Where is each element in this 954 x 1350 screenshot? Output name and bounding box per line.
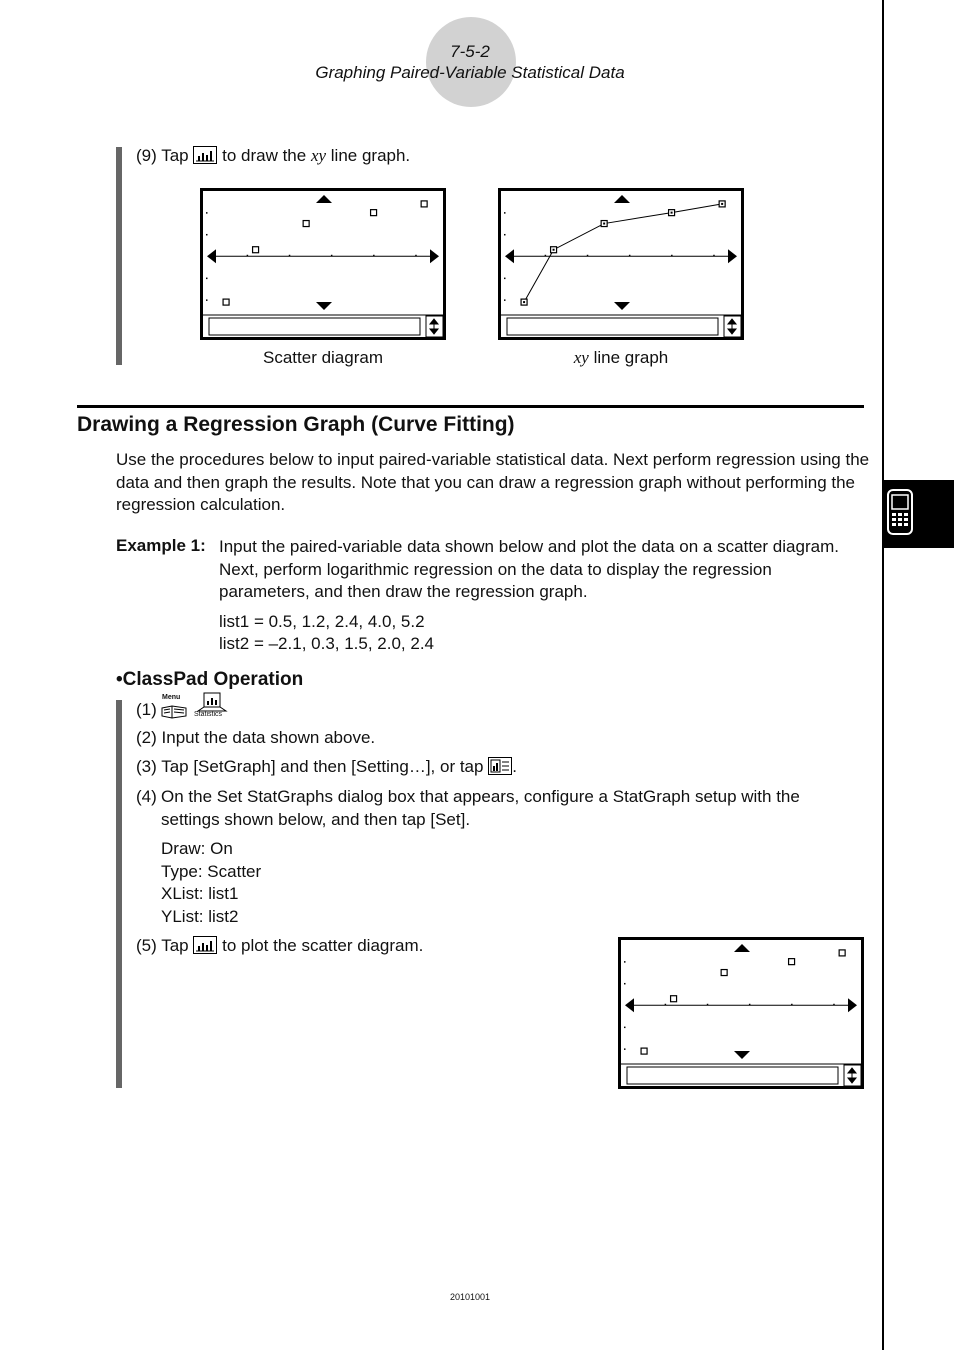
data-point xyxy=(839,950,845,956)
xy-line-screen xyxy=(498,188,744,340)
data-point-center xyxy=(721,203,723,205)
data-point xyxy=(371,210,377,216)
data-point-center xyxy=(523,301,525,303)
data-point xyxy=(671,996,677,1002)
scatter-caption: Scatter diagram xyxy=(263,348,383,367)
section-title: Drawing a Regression Graph (Curve Fitting) xyxy=(77,413,515,436)
step-3: (3) Tap [SetGraph] and then [Setting…], or tap . xyxy=(136,757,517,776)
y-tick xyxy=(206,299,208,301)
y-tick xyxy=(504,234,506,236)
chapter-tab xyxy=(884,480,954,548)
section-intro: Use the procedures below to input paired-variable statistical data. Next perform regression using the data and then graph the results. Note that you can draw a regression graph without performing the regression calculation. xyxy=(116,450,870,514)
y-tick xyxy=(206,212,208,214)
message-field xyxy=(627,1067,838,1084)
data-point xyxy=(303,221,309,227)
scroll-right-arrow xyxy=(728,249,737,263)
right-margin-rule xyxy=(882,0,884,1350)
y-tick xyxy=(624,983,626,985)
page-number: 7-5-2 xyxy=(450,42,490,61)
scroll-down-arrow xyxy=(734,1051,750,1059)
data-point-center xyxy=(603,223,605,225)
data-point xyxy=(641,1048,647,1054)
setting-button-icon xyxy=(488,757,512,775)
data-point xyxy=(721,970,727,976)
scroll-down-arrow xyxy=(316,302,332,310)
x-tick xyxy=(749,1004,751,1006)
scroll-left-arrow xyxy=(207,249,216,263)
data-point xyxy=(253,247,259,253)
y-tick xyxy=(504,278,506,280)
statistics-icon: Statistics xyxy=(192,691,232,721)
settings-list: Draw: On Type: Scatter XList: list1 YList: list2 xyxy=(161,839,262,926)
footer-code: 20101001 xyxy=(449,1292,491,1302)
xy-line-caption: xy line graph xyxy=(573,348,669,367)
xy-line-chart xyxy=(501,191,741,337)
y-tick xyxy=(504,299,506,301)
scroll-left-arrow xyxy=(505,249,514,263)
data-point xyxy=(789,959,795,965)
step-5: (5) Tap to plot the scatter diagram. xyxy=(136,936,424,955)
x-tick xyxy=(833,1004,835,1006)
page-title: Graphing Paired-Variable Statistical Data xyxy=(315,63,625,82)
x-tick xyxy=(373,255,375,257)
scatter-screen xyxy=(200,188,446,340)
x-tick xyxy=(331,255,333,257)
x-tick xyxy=(415,255,417,257)
scatter-screen-2 xyxy=(618,937,864,1089)
operation-heading: •ClassPad Operation xyxy=(116,669,304,690)
example-label: Example 1: xyxy=(116,536,206,555)
graph-button-icon xyxy=(193,146,217,164)
scroll-up-arrow xyxy=(734,944,750,952)
x-tick xyxy=(629,255,631,257)
data-point-center xyxy=(553,249,555,251)
step-9: (9) Tap to draw the xy line graph. xyxy=(136,146,411,165)
scroll-right-arrow xyxy=(848,998,857,1012)
x-tick xyxy=(587,255,589,257)
list1: list1 = 0.5, 1.2, 2.4, 4.0, 5.2 xyxy=(219,611,425,631)
data-point xyxy=(223,299,229,305)
x-tick xyxy=(665,1004,667,1006)
scroll-down-arrow xyxy=(614,302,630,310)
x-tick xyxy=(791,1004,793,1006)
y-tick xyxy=(206,234,208,236)
example-text: Input the paired-variable data shown below and plot the data on a scatter diagram. Next, perform logarithmic regression on the data to display the regression parameters, and then draw the regression graph. list1 = 0.5, 1.2, 2.4, 4.0, 5.2 list2 = –2.1, 0.3, 1.5, 2.0, 2.4 xyxy=(219,536,859,656)
scatter-chart xyxy=(203,191,443,337)
scroll-right-arrow xyxy=(430,249,439,263)
step-4: (4) On the Set StatGraphs dialog box that appears, configure a StatGraph setup with the settings shown below, and then tap [Set]. xyxy=(136,787,800,829)
menu-icon: Menu xyxy=(160,694,190,722)
x-tick xyxy=(247,255,249,257)
x-tick xyxy=(713,255,715,257)
classpad-device-icon xyxy=(884,480,954,548)
page-number-circle xyxy=(426,17,516,107)
data-point xyxy=(421,201,427,207)
operation-bar xyxy=(116,700,122,1088)
scroll-up-arrow xyxy=(316,195,332,203)
step-2: (2) Input the data shown above. xyxy=(136,728,376,747)
scroll-up-arrow xyxy=(614,195,630,203)
section-divider xyxy=(77,405,864,408)
y-tick xyxy=(504,212,506,214)
scroll-left-arrow xyxy=(625,998,634,1012)
message-field xyxy=(507,318,718,335)
x-tick xyxy=(289,255,291,257)
scatter-chart-2 xyxy=(621,940,861,1086)
x-tick xyxy=(707,1004,709,1006)
x-tick xyxy=(671,255,673,257)
x-tick xyxy=(545,255,547,257)
step-1: (1) xyxy=(136,700,157,719)
data-point-center xyxy=(671,212,673,214)
list2: list2 = –2.1, 0.3, 1.5, 2.0, 2.4 xyxy=(219,634,435,653)
y-tick xyxy=(206,278,208,280)
y-tick xyxy=(624,1048,626,1050)
graph-button-icon xyxy=(193,936,217,954)
step-bar xyxy=(116,147,122,365)
message-field xyxy=(209,318,420,335)
y-tick xyxy=(624,1027,626,1029)
y-tick xyxy=(624,961,626,963)
